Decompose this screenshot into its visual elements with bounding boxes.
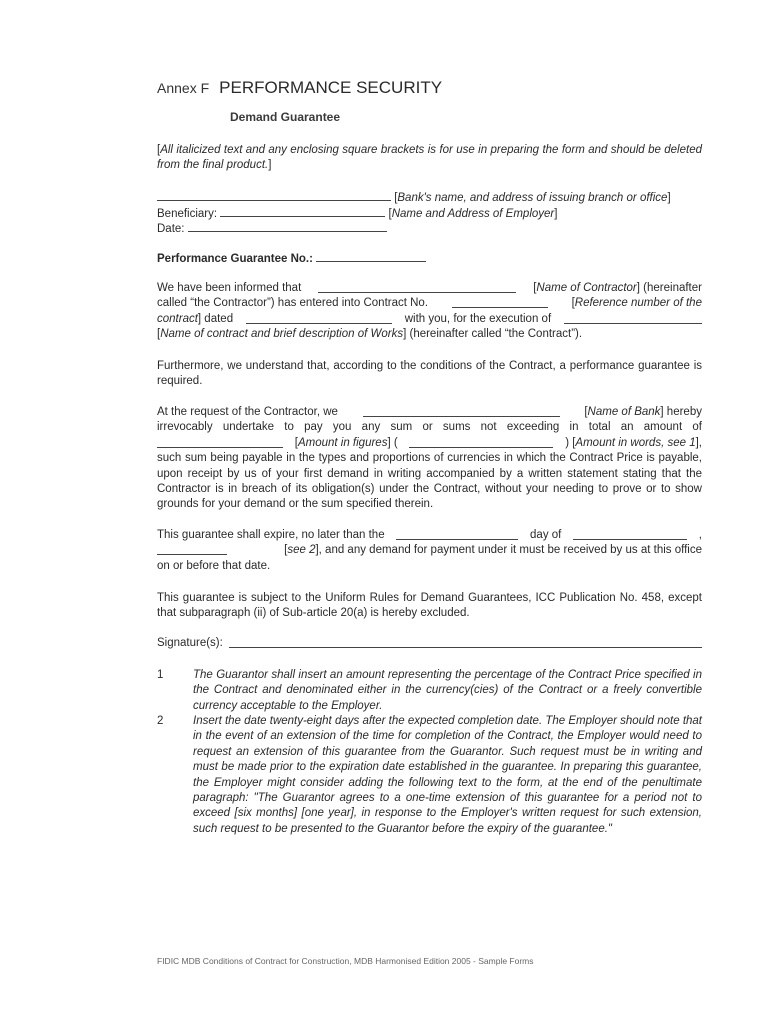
- date-blank[interactable]: [188, 220, 387, 232]
- header: [157, 78, 442, 98]
- guarantee-no-blank[interactable]: [316, 250, 426, 262]
- guarantee-no-line: Performance Guarantee No.:: [157, 250, 702, 267]
- paragraph-understanding: Furthermore, we understand that, according to the conditions of the Contract, a performance guarantee is required.: [157, 360, 702, 388]
- expiry-year-blank[interactable]: [157, 543, 227, 555]
- paragraph-contract: We have been informed that [Name of Contractor] (hereinafter called “the Contractor”) has entered into Contract No. [Reference number of the contract] dated with you, for the execution of [Name of contract and brief description of Works] (hereinafter called “the Contract”).: [157, 282, 702, 341]
- works-blank[interactable]: [564, 312, 702, 324]
- annex-label: Annex F: [157, 80, 210, 96]
- bank-blank[interactable]: [157, 189, 391, 201]
- page-title: PERFORMANCE SECURITY: [219, 78, 443, 97]
- signature-blank[interactable]: [229, 636, 702, 648]
- contractor-blank[interactable]: [318, 281, 516, 293]
- signature-line: Signature(s):: [157, 636, 702, 651]
- subtitle: Demand Guarantee: [230, 110, 341, 124]
- paragraph-uniform-rules: This guarantee is subject to the Uniform Rules for Demand Guarantees, ICC Publication No. 458, except that subparagraph (ii) of Sub-article 20(a) is hereby excluded.: [157, 592, 702, 620]
- footnote-1: 1 The Guarantor shall insert an amount representing the percentage of the Contract Price specified in the Contract and denominated either in the currency(cies) of the Contract or a freely convertible currency acceptable to the Employer.: [157, 669, 702, 712]
- footnote-2: 2 Insert the date twenty-eight days after the expected completion date. The Employer should note that in the event of an extension of the time for completion of the Contract, the Employer would need to request an extension of this guarantee from the Guarantor. Such request must be in writing and must be made prior to the expiration date established in the guarantee. In preparing this guarantee, the Employer might consider adding the following text to the form, at the end of the penultimate paragraph: "The Guarantor agrees to a one-time extension of this guarantee for a period not to exceed [six months] [one year], in response to the Employer's written request for such extension, such request to be presented to the Guarantor before the expiry of the guarantee.": [157, 715, 702, 835]
- contract-date-blank[interactable]: [246, 312, 392, 324]
- instruction-note: [All italicized text and any enclosing square brackets is for use in preparing the form and should be deleted from the final product.]: [157, 144, 702, 172]
- bank-line: [Bank's name, and address of issuing branch or office]: [157, 189, 702, 206]
- beneficiary-blank[interactable]: [220, 205, 385, 217]
- contract-no-blank[interactable]: [452, 296, 548, 308]
- paragraph-undertaking: At the request of the Contractor, we [Name of Bank] hereby irrevocably undertake to pay you any sum or sums not exceeding in total an amount of [Amount in figures] ( ) [Amount in words, see 1], such sum being payable in the types and proportions of currencies in which the Contract Price is payable, upon receipt by us of your first demand in writing accompanied by a written statement stating that the Contractor is in breach of its obligation(s) under the Contract, without your needing to prove or to show grounds for your demand or the sum specified therein.: [157, 406, 702, 511]
- expiry-month-blank[interactable]: [573, 528, 687, 540]
- date-line: Date:: [157, 220, 702, 237]
- bank-name-blank[interactable]: [363, 405, 560, 417]
- paragraph-expiry: This guarantee shall expire, no later than the day of , [see 2], and any demand for payment under it must be received by us at this office on or before that date.: [157, 529, 702, 572]
- page-footer: FIDIC MDB Conditions of Contract for Construction, MDB Harmonised Edition 2005 - Sample Forms: [157, 956, 534, 966]
- expiry-day-blank[interactable]: [396, 528, 518, 540]
- amount-figures-blank[interactable]: [157, 436, 283, 448]
- beneficiary-line: Beneficiary: [Name and Address of Employer]: [157, 205, 702, 222]
- amount-words-blank[interactable]: [409, 436, 553, 448]
